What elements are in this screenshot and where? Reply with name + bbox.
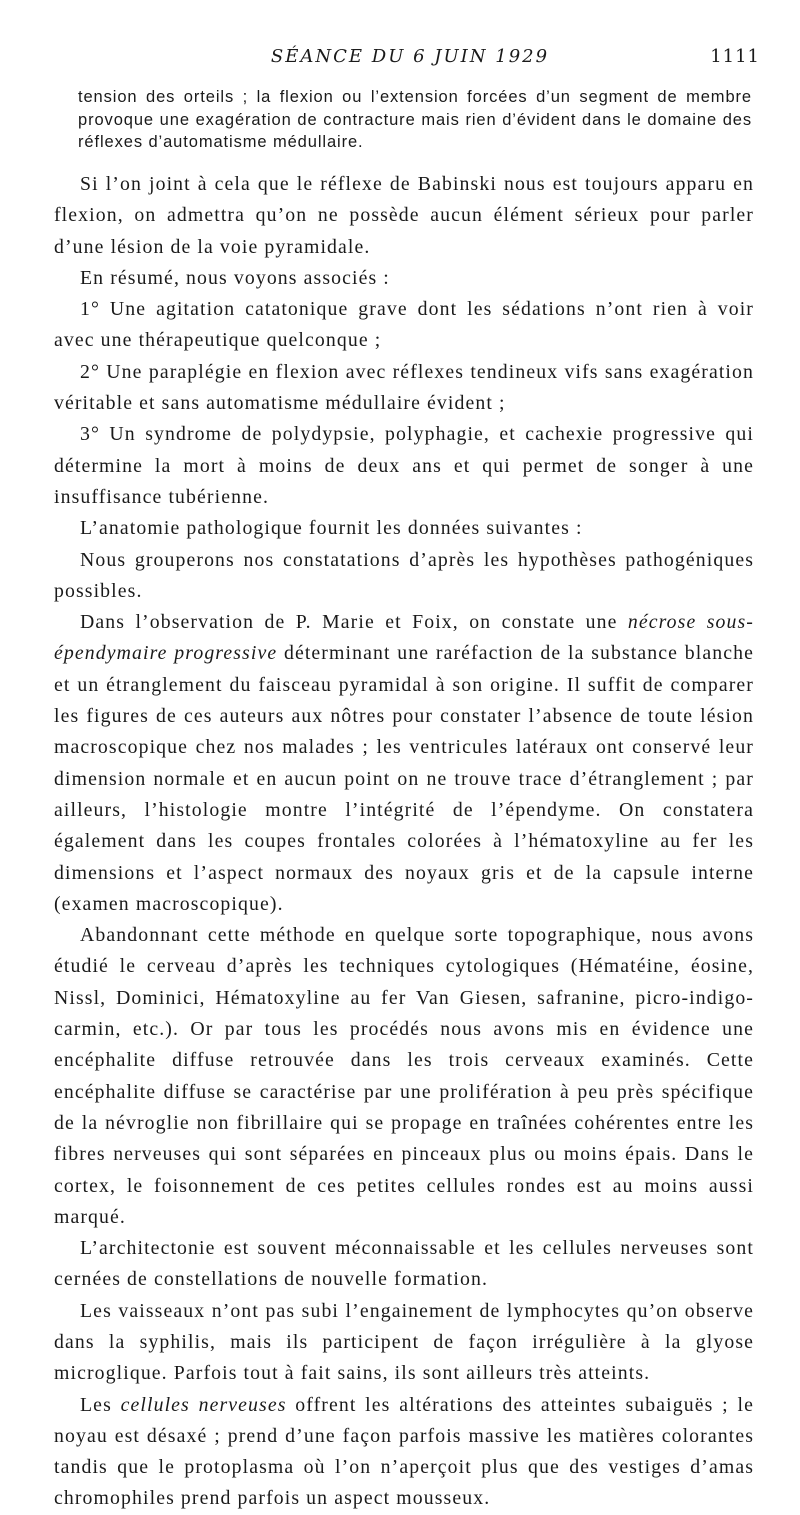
paragraph-cellules-start: Les <box>80 1393 121 1416</box>
list-item-3: 3° Un syndrome de polydypsie, polyphagie, et cachexie progressive qui détermine la mort à moins de deux ans et qui permet de songer à une insuffisance tubérienne. <box>54 423 754 508</box>
paragraph-vaisseaux: Les vaisseaux n’ont pas subi l’engainement de lymphocytes qu’on observe dans la syphilis, mais ils participent de façon irrégulière à la glyose microglique. Parfois tout à fait sains, ils sont ailleurs très atteints. <box>54 1299 754 1385</box>
paragraph-architectonie: L’architectonie est souvent méconnaissable et les cellules nerveuses sont cernées de constellations de nouvelle formation. <box>54 1237 754 1291</box>
paragraph-grouping: Nous grouperons nos constatations d’après les hypothèses pathogéniques possibles. <box>54 548 754 602</box>
paragraph-cytology: Abandonnant cette méthode en quelque sorte topographique, nous avons étudié le cerveau d’après les techniques cytologiques (Hématéine, éosine, Nissl, Dominici, Hématoxyline au fer Van Giesen, safranine, picro-indigo-carmin, etc.). Or par tous les procédés nous avons mis en évidence une encéphalite diffuse retrouvée dans les trois cerveaux examinés. Cette encéphalite diffuse se caractérise par une prolifération à peu près spécifique de la névroglie non fibrillaire qui se propage en traînées cohérentes entre les fibres nerveuses qui sont séparées en pinceaux plus ou moins épais. Dans le cortex, le foisonnement de ces petites cellules rondes est au moins aussi marqué. <box>54 924 754 1228</box>
paragraph-marie-foix-start: Dans l’observation de P. Marie et Foix, on constate une <box>80 611 628 634</box>
paragraph-anatomy-intro: L’anatomie pathologique fournit les données suivantes : <box>80 517 583 540</box>
running-title: SÉANCE DU 6 JUIN 1929 <box>270 46 550 67</box>
emphasis-necrose: nécrose sous-épendymaire progressive <box>54 611 754 665</box>
paragraph-babinski: Si l’on joint à cela que le réflexe de Babinski nous est toujours apparu en flexion, on admettra qu’on ne possède aucun élément sérieux pour parler d’une lésion de la voie pyramidale. <box>54 173 754 258</box>
body-text <box>54 169 754 1515</box>
paragraph-summary-intro: En résumé, nous voyons associés : <box>80 266 390 289</box>
list-item-2: 2° Une paraplégie en flexion avec réflexes tendineux vifs sans exagération véritable et sans automatisme médullaire évident ; <box>54 360 754 415</box>
list-item-1: 1° Une agitation catatonique grave dont les sédations n’ont rien à voir avec une thérapeutique quelconque ; <box>54 298 754 352</box>
continuation-paragraph: tension des orteils ; la flexion ou l’extension forcées d’un segment de membre provoque une exagération de contracture mais rien d’évident dans le domaine des réflexes d’automatisme médullaire. <box>78 88 752 151</box>
page-number: 1111 <box>710 46 760 67</box>
emphasis-cellules-nerveuses: cellules nerveuses <box>120 1393 287 1416</box>
paragraph-cellules-rest: offrent les altérations des atteintes subaiguës ; le noyau est désaxé ; prend d’une façon parfois massive les matières colorantes tandis que le protoplasma où l’on n’aperçoit plus que des vestiges d’amas chromophiles prend parfois un aspect mousseux. <box>54 1393 754 1510</box>
running-header <box>60 46 760 74</box>
paragraph-cellules <box>54 1390 754 1515</box>
paragraph-marie-foix-rest: déterminant une raréfaction de la substance blanche et un étranglement du faisceau pyramidal à son origine. Il suffit de comparer les figures de ces auteurs aux nôtres pour constater l’absence de toute lésion macroscopique chez nos malades ; les ventricules latéraux ont conservé leur dimension normale et en aucun point on ne trouve trace d’étranglement ; par ailleurs, l’histologie montre l’intégrité de l’épendyme. On constatera également dans les coupes frontales colorées à l’hématoxyline au fer les dimensions et l’aspect normaux des noyaux gris et de la capsule interne (examen macroscopique). <box>54 642 754 915</box>
paragraph-marie-foix <box>54 607 754 920</box>
